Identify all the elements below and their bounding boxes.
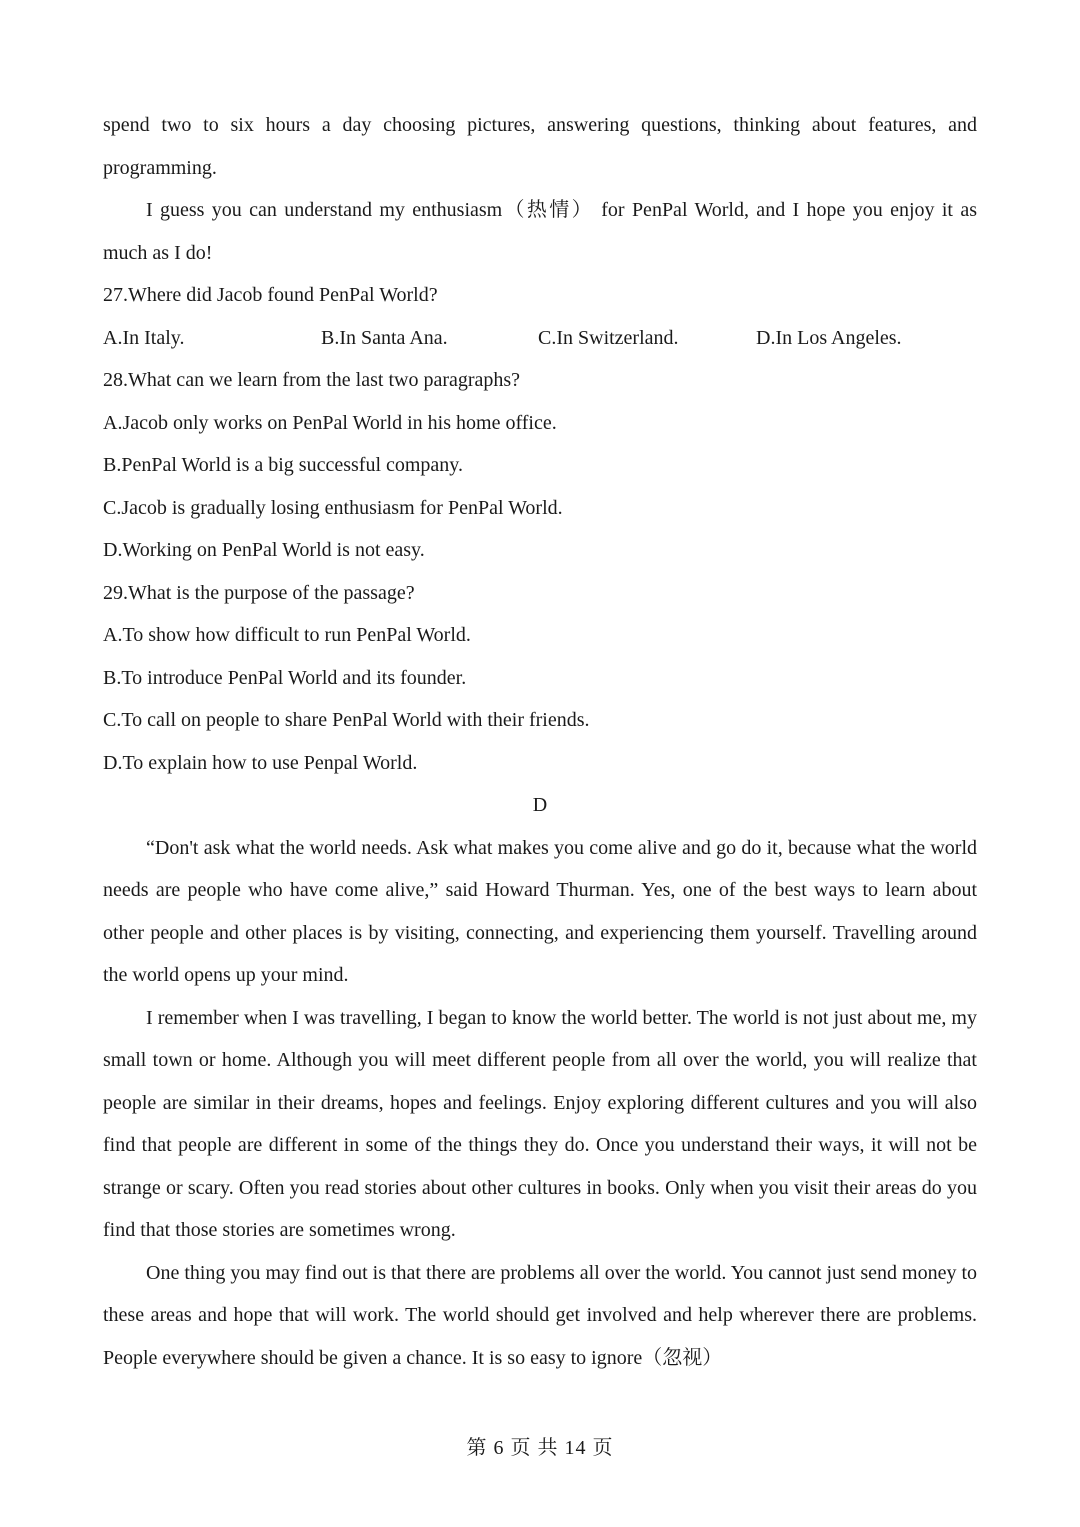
option-a: A.To show how difficult to run PenPal World. — [103, 624, 471, 646]
exam-page — [103, 104, 977, 1379]
options-row — [103, 317, 977, 360]
option-d: D.In Los Angeles. — [756, 326, 902, 349]
passage-d-paragraph: “Don't ask what the world needs. Ask what makes you come alive and go do it, because what the world needs are people who have come alive,” said Howard Thurman. Yes, one of the best ways to learn about other people and other places is by visiting, connecting, and experiencing them yourself. Travelling around the world opens up your mind. — [103, 836, 977, 986]
option-a: A.Jacob only works on PenPal World in his home office. — [103, 411, 557, 434]
page-footer: 第 6 页 共 14 页 — [466, 1437, 614, 1459]
option-d: D.To explain how to use Penpal World. — [103, 751, 418, 774]
option-b: B.To introduce PenPal World and its founder. — [103, 666, 467, 689]
option-c: C.Jacob is gradually losing enthusiasm for PenPal World. — [103, 496, 563, 519]
question-stem: 27.Where did Jacob found PenPal World? — [103, 284, 438, 306]
option-c: C.In Switzerland. — [538, 326, 679, 349]
passage-c-paragraph: I guess you can understand my enthusiasm（热情） for PenPal World, and I hope you enjoy it as much as I do! — [103, 199, 977, 264]
option-a: A.In Italy. — [103, 326, 185, 349]
section-heading: D — [532, 794, 548, 816]
option-b: B.In Santa Ana. — [321, 326, 448, 349]
passage-d-paragraph: One thing you may find out is that there are problems all over the world. You cannot just send money to these areas and hope that will work. The world should get involved and help wherever there are problems. People everywhere should be given a chance. It is so easy to ignore（忽视） — [103, 1261, 977, 1369]
question-stem: 29.What is the purpose of the passage? — [103, 581, 415, 604]
option-d: D.Working on PenPal World is not easy. — [103, 539, 425, 561]
passage-d-paragraph: I remember when I was travelling, I began to know the world better. The world is not just about me, my small town or home. Although you will meet different people from all over the world, you will realize that people are similar in their dreams, hopes and feelings. Enjoy exploring different cultures and you will also find that people are different in some of the things they do. Once you understand their ways, it will not be strange or scary. Often you read stories about other cultures in books. Only when you visit their areas do you find that those stories are sometimes wrong. — [103, 1006, 977, 1241]
question-stem: 28.What can we learn from the last two paragraphs? — [103, 369, 521, 391]
option-b: B.PenPal World is a big successful company. — [103, 454, 464, 476]
option-c: C.To call on people to share PenPal World with their friends. — [103, 709, 590, 731]
passage-c-paragraph: spend two to six hours a day choosing pictures, answering questions, thinking about features, and programming. — [103, 114, 977, 179]
